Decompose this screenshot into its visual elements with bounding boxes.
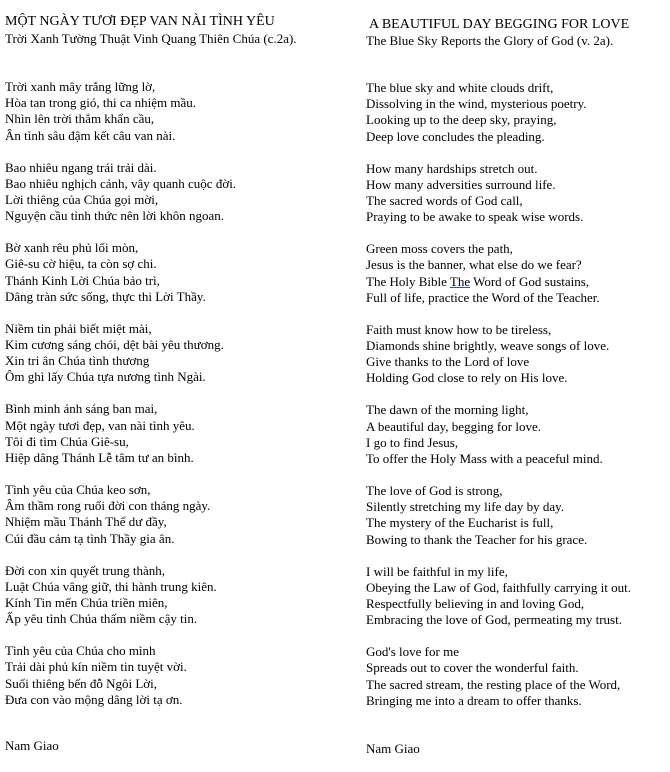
poem-line: To offer the Holy Mass with a peaceful mind. xyxy=(366,451,603,466)
poem-line: Green moss covers the path, xyxy=(366,241,513,257)
poem-line: Giê-su cờ hiệu, ta còn sợ chi. xyxy=(5,256,157,272)
stanza xyxy=(366,564,631,629)
poem-line: Obeying the Law of God, faithfully carrying it out. xyxy=(366,579,631,595)
poem-line: Deep love concludes the pleading. xyxy=(366,128,545,144)
poem-line: Kim cương sáng chói, dệt bài yêu thương. xyxy=(5,337,224,352)
poem-line: Bringing me into a dream to offer thanks. xyxy=(366,692,582,708)
stanza xyxy=(366,402,603,467)
poem-line: Luật Chúa vâng giữ, thi hành trung kiên. xyxy=(5,578,217,594)
stanza xyxy=(366,644,620,709)
poem-line: Xin tri ân Chúa tình thương xyxy=(5,353,150,369)
poem-line: Kính Tin mến Chúa triền miên, xyxy=(5,595,168,610)
poem-subtitle-vi: Trời Xanh Tường Thuật Vinh Quang Thiên Chúa (c.2a). xyxy=(5,31,297,46)
stanza xyxy=(366,161,583,226)
poem-line: Nhìn lên trời thẳm khẩn cầu, xyxy=(5,111,155,127)
poem-line: Bowing to thank the Teacher for his grace. xyxy=(366,531,588,547)
poem-line: Hiệp dâng Thánh Lễ tâm tư an bình. xyxy=(5,450,194,465)
poem-line: Looking up to the deep sky, praying, xyxy=(366,112,557,128)
poem-line: Tôi đi tìm Chúa Giê-su, xyxy=(5,433,129,449)
poem-line: Một ngày tươi đẹp, van nài tình yêu. xyxy=(5,417,195,433)
poem-line: Niềm tin phải biết miệt mài, xyxy=(5,320,152,336)
stanza xyxy=(5,401,195,466)
poem-line: The mystery of the Eucharist is full, xyxy=(366,515,554,531)
stanza xyxy=(5,482,210,547)
poem-line: Dâng tràn sức sống, thực thi Lời Thầy. xyxy=(5,288,206,304)
poem-line: Tình yêu của Chúa keo sơn, xyxy=(5,482,151,497)
poem-line: Embracing the love of God, permeating my trust. xyxy=(366,612,622,628)
author-en: Nam Giao xyxy=(366,741,420,756)
stanza xyxy=(366,483,587,548)
poem-line: I go to find Jesus, xyxy=(366,434,459,450)
poem-line: The sacred words of God call, xyxy=(366,193,523,208)
poem-line: Suối thiêng bến đỗ Ngôi Lời, xyxy=(5,675,158,691)
poem-line: Ân tình sâu đậm kết câu van nài. xyxy=(5,127,176,143)
poem-line: Respectfully believing in and loving God, xyxy=(366,596,585,611)
stanza xyxy=(366,241,600,306)
poem-line: Dissolving in the wind, mysterious poetry. xyxy=(366,96,587,112)
author-vi: Nam Giao xyxy=(5,738,59,753)
poem-line: Ấp yêu tình Chúa thấm niềm cậy tin. xyxy=(5,611,198,627)
poem-line: The Holy Bible The Word of God sustains, xyxy=(366,273,590,289)
stanza xyxy=(5,321,224,386)
poem-line: Silently stretching my life day by day. xyxy=(366,499,565,515)
stanza xyxy=(5,563,217,628)
stanza xyxy=(5,79,196,144)
poem-subtitle-en: The Blue Sky Reports the Glory of God (v. 2a). xyxy=(366,33,614,48)
poem-line: Hòa tan trong gió, thi ca nhiệm mầu. xyxy=(5,95,196,111)
poem-line: The love of God is strong, xyxy=(366,483,503,498)
poem-line: The dawn of the morning light, xyxy=(366,402,529,418)
poem-line: Lời thiêng của Chúa gọi mời, xyxy=(5,192,159,207)
poem-line: Thánh Kinh Lời Chúa bảo trì, xyxy=(5,272,160,288)
poem-line: Cúi đầu cảm tạ tình Thầy gia ân. xyxy=(5,530,175,546)
poem-line: Trải dài phủ kín niềm tin tuyệt vời. xyxy=(5,659,187,675)
poem-line: Đời con xin quyết trung thành, xyxy=(5,562,165,578)
stanza xyxy=(5,643,187,708)
stanza xyxy=(366,322,609,387)
spellcheck-underline: The xyxy=(449,273,471,289)
poem-line: Bờ xanh rêu phủ lối mòn, xyxy=(5,240,139,256)
stanza xyxy=(5,160,236,225)
poem-line: Ôm ghì lấy Chúa tựa nương tình Ngài. xyxy=(5,369,206,385)
poem-line: Bình minh ánh sáng ban mai, xyxy=(5,401,158,417)
poem-line: Âm thầm rong ruổi đời con tháng ngày. xyxy=(5,498,211,514)
poem-line: Bao nhiêu ngang trái trải dài. xyxy=(5,159,157,175)
poem-line: Praying to be awake to speak wise words. xyxy=(366,209,584,225)
stanza xyxy=(366,80,587,145)
stanza xyxy=(5,240,206,305)
poem-line: How many hardships stretch out. xyxy=(366,160,538,176)
poem-line: Give thanks to the Lord of love xyxy=(366,354,530,370)
poem-line: How many adversities surround life. xyxy=(366,176,556,192)
poem-line: Nhiệm mầu Thánh Thể dư đầy, xyxy=(5,514,167,530)
poem-line: Diamonds shine brightly, weave songs of love. xyxy=(366,338,610,353)
poem-title-vi: MỘT NGÀY TƯƠI ĐẸP VAN NÀI TÌNH YÊU xyxy=(5,14,275,29)
poem-line: Spreads out to cover the wonderful faith. xyxy=(366,660,579,676)
poem-line: Đưa con vào mộng dâng lời tạ ơn. xyxy=(5,691,183,707)
poem-line: Tình yêu của Chúa cho mình xyxy=(5,643,156,659)
poem-line: Faith must know how to be tireless, xyxy=(366,321,552,337)
poem-title-en: A BEAUTIFUL DAY BEGGING FOR LOVE xyxy=(369,17,630,32)
poem-line: The blue sky and white clouds drift, xyxy=(366,80,554,95)
poem-line: I will be faithful in my life, xyxy=(366,563,508,579)
poem-line: Bao nhiêu nghịch cảnh, vây quanh cuộc đời. xyxy=(5,175,237,191)
poem-line: Holding God close to rely on His love. xyxy=(366,370,568,386)
poem-line: God's love for me xyxy=(366,644,459,660)
poem-line: Jesus is the banner, what else do we fear? xyxy=(366,257,582,273)
poem-line: Full of life, practice the Word of the Teacher. xyxy=(366,289,600,305)
poem-line: The sacred stream, the resting place of the Word, xyxy=(366,676,621,692)
poem-line: Nguyện cầu tỉnh thức nên lời khôn ngoan. xyxy=(5,208,224,224)
poem-line: Trời xanh mây trắng lững lờ, xyxy=(5,79,156,94)
poem-line: A beautiful day, begging for love. xyxy=(366,418,541,434)
